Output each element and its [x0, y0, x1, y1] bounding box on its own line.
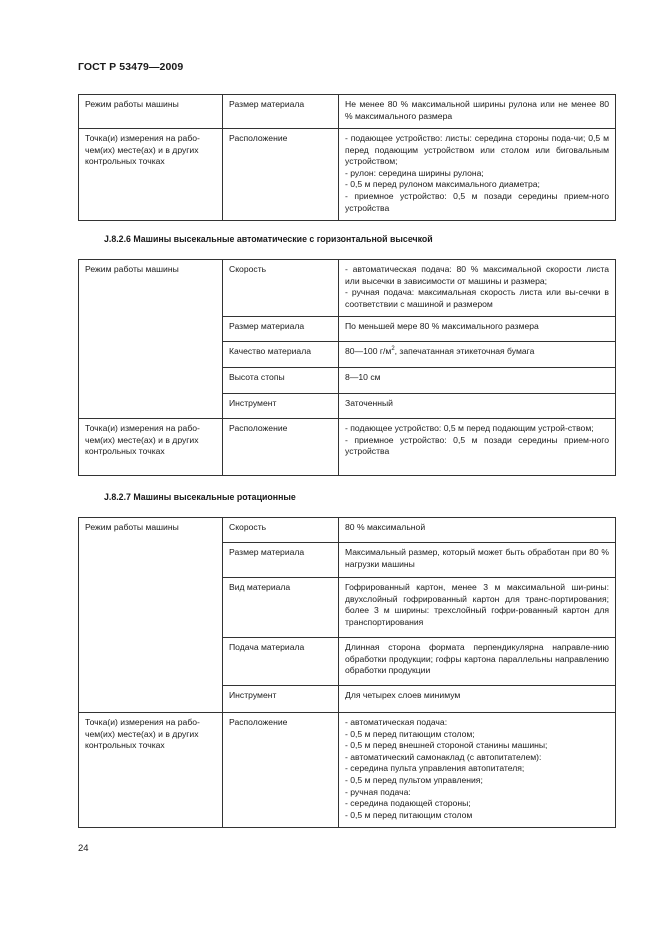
- list-item: - середина подающей стороны;: [345, 798, 471, 809]
- cell-parameter: Размер материала: [223, 543, 339, 578]
- list-item: - 0,5 м перед питающим столом;: [345, 728, 475, 739]
- table-horizontal-die-cutting: [78, 259, 616, 476]
- section-title: J.8.2.6 Машины высекальные автоматические с горизонтальной высечкой: [104, 234, 433, 244]
- cell-parameter: Подача материала: [223, 638, 339, 686]
- table-row: [79, 518, 616, 543]
- list-item: - приемное устройство: 0,5 м позади середины прием-ного устройства: [345, 190, 609, 213]
- cell-mode-label: Режим работы машины: [79, 260, 223, 419]
- cell-parameter: Высота стопы: [223, 368, 339, 394]
- cell-mode-label: Режим работы машины: [79, 95, 223, 129]
- cell-value: Для четырех слоев минимум: [339, 686, 616, 713]
- cell-parameter: Качество материала: [223, 342, 339, 368]
- list-item: - ручная подача: максимальная скорость листа или вы-сечки в соответствии с машиной и размером: [345, 287, 609, 309]
- list-item: - подающее устройство: 0,5 м перед подающим устрой-ством;: [345, 423, 594, 433]
- table-row: [79, 260, 616, 317]
- cell-parameter: Вид материала: [223, 578, 339, 638]
- list-item: - 0,5 м перед пультом управления;: [345, 774, 483, 785]
- cell-parameter: Размер материала: [223, 95, 339, 129]
- cell-value: Длинная сторона формата перпендикулярна направле-нию обработки продукции; гофры картона параллельны направлению обработки продукции: [339, 638, 616, 686]
- cell-value: Максимальный размер, который может быть обработан при 80 % нагрузки машины: [339, 543, 616, 578]
- list-item: - подающее устройство: листы: середина стороны пода-чи; 0,5 м перед подающим устройством или столом или биговальным устройством;: [345, 133, 609, 167]
- table-row: [79, 419, 616, 476]
- table-continued: [78, 94, 616, 221]
- cell-parameter: Скорость: [223, 260, 339, 317]
- list-item: - автоматический самонаклад (с автопитателем):: [345, 751, 542, 762]
- list-item: - 0,5 м перед питающим столом: [345, 809, 473, 820]
- document-header: ГОСТ Р 53479—2009: [78, 61, 184, 73]
- list-item: - автоматическая подача: 80 % максимальной скорости листа или высечки в зависимости от машины и размера;: [345, 264, 609, 286]
- cell-parameter: Расположение: [223, 129, 339, 221]
- cell-parameter: Размер материала: [223, 317, 339, 342]
- list-item: - середина пульта управления автопитателя;: [345, 763, 525, 774]
- cell-mode-label: Режим работы машины: [79, 518, 223, 713]
- cell-measurement-label: Точка(и) измерения на рабо-чем(их) месте(ах) и в других контрольных точках: [79, 419, 223, 476]
- cell-measurement-label: Точка(и) измерения на рабо-чем(их) месте(ах) и в других контрольных точках: [79, 129, 223, 221]
- section-title: J.8.2.7 Машины высекальные ротационные: [104, 492, 296, 502]
- cell-value: [339, 419, 616, 476]
- table-rotary-die-cutting: [78, 517, 616, 828]
- list-item: - автоматическая подача:: [345, 717, 448, 727]
- cell-parameter: Скорость: [223, 518, 339, 543]
- cell-value: Гофрированный картон, менее 3 м максимальной ши-рины: двухслойный гофрированный картон для транс-портирования; более 3 м ширины: трехслойный гофри-рованный картон для транспортирования: [339, 578, 616, 638]
- cell-parameter: Расположение: [223, 419, 339, 476]
- cell-value: 80—100 $г/м^2$, запечатанная этикеточная бумага: [339, 342, 616, 368]
- cell-value: 80 % максимальной: [339, 518, 616, 543]
- table-row: [79, 95, 616, 129]
- list-item: - 0,5 м перед внешней стороной станины машины;: [345, 740, 548, 751]
- list-item: - 0,5 м перед рулоном максимального диаметра;: [345, 179, 540, 190]
- list-item: - рулон: середина ширины рулона;: [345, 167, 484, 178]
- table-row: [79, 129, 616, 221]
- cell-value: 8—10 см: [339, 368, 616, 394]
- table-row: [79, 713, 616, 828]
- list-item: - приемное устройство: 0,5 м позади середины прием-ного устройства: [345, 434, 609, 457]
- cell-value: [339, 260, 616, 317]
- page-number: 24: [78, 843, 89, 854]
- cell-value: [339, 713, 616, 828]
- cell-value: По меньшей мере 80 % максимального размера: [339, 317, 616, 342]
- list-item: - ручная подача:: [345, 786, 411, 797]
- cell-value: Не менее 80 % максимальной ширины рулона или не менее 80 % максимального размера: [339, 95, 616, 129]
- cell-parameter: Расположение: [223, 713, 339, 828]
- cell-parameter: Инструмент: [223, 394, 339, 419]
- cell-value: Заточенный: [339, 394, 616, 419]
- cell-value: [339, 129, 616, 221]
- cell-measurement-label: Точка(и) измерения на рабо-чем(их) месте(ах) и в других контрольных точках: [79, 713, 223, 828]
- cell-parameter: Инструмент: [223, 686, 339, 713]
